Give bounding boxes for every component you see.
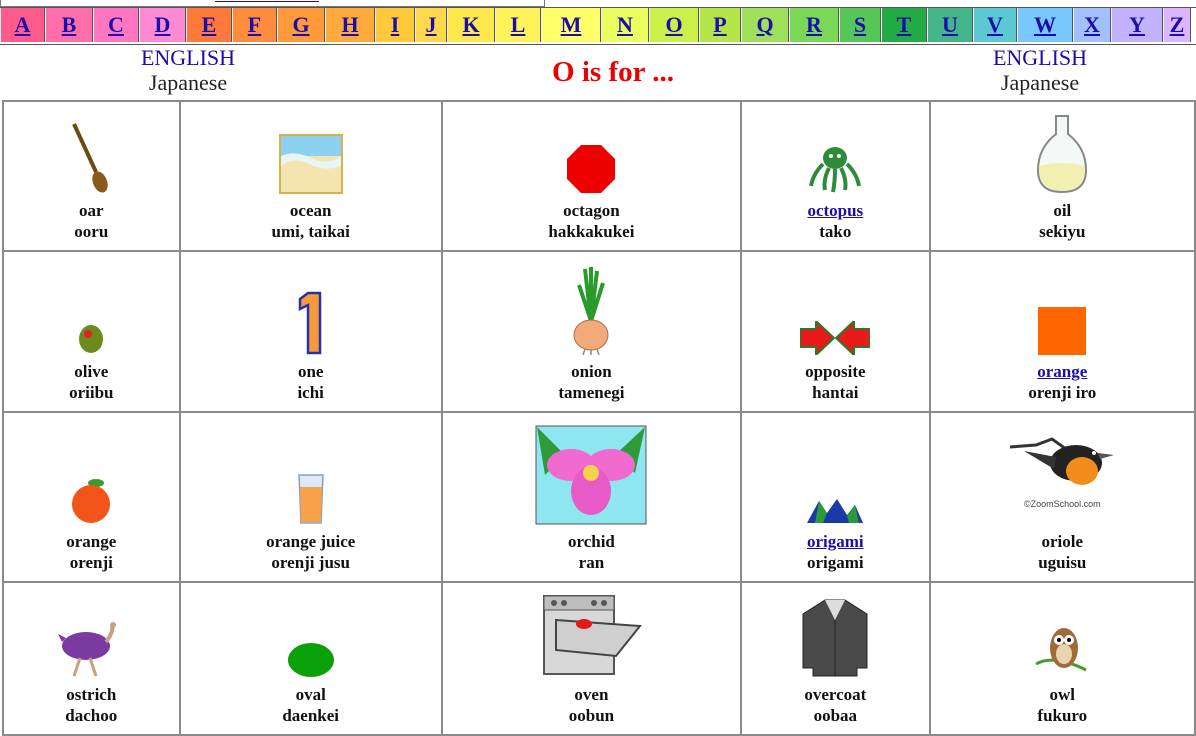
english-word: octagon [563,201,620,220]
vocab-cell [442,251,741,412]
octopus-icon [742,144,929,194]
alphabet-link-t[interactable]: T [881,8,927,42]
top-frame [0,0,545,7]
japanese-word: umi, taikai [271,222,350,241]
oriole-bird-icon [931,435,1194,499]
vocab-cell [180,412,442,582]
alphabet-link-l[interactable]: L [495,8,541,42]
juice-glass-icon [181,473,441,525]
japanese-word: origami [806,553,864,572]
vocab-cell [442,412,741,582]
header-right [970,45,1110,95]
alphabet-link-u[interactable]: U [927,8,973,42]
english-word: orange [66,532,117,551]
english-word: orchid [567,532,615,551]
octagon-icon [443,144,740,194]
alphabet-link-o[interactable]: O [649,8,699,42]
alphabet-link-a[interactable]: A [0,8,45,42]
table-row [3,101,1195,251]
oil-bottle-icon [931,114,1194,194]
english-word: oven [574,685,609,704]
english-word: overcoat [804,685,867,704]
japanese-word: sekiyu [1039,222,1086,241]
english-word-link[interactable]: origami [806,532,864,551]
alphabet-link-g[interactable]: G [277,8,325,42]
japanese-word: daenkei [282,706,340,725]
alphabet-link-s[interactable]: S [839,8,881,42]
vocab-cell [3,582,180,735]
japanese-label-right: Japanese [1000,70,1080,95]
vocab-cell [930,582,1195,735]
vocab-cell [741,582,930,735]
english-label-left: ENGLISH [140,45,236,70]
page-title: O is for ... [552,56,674,88]
alphabet-link-y[interactable]: Y [1111,8,1163,42]
japanese-word: oriibu [69,383,114,402]
vocab-cell [180,582,442,735]
japanese-word: tako [819,222,852,241]
alphabet-link-n[interactable]: N [601,8,649,42]
vocab-cell [180,101,442,251]
japanese-label-left: Japanese [148,70,228,95]
japanese-word: dachoo [65,706,118,725]
japanese-word: tamenegi [558,383,625,402]
alphabet-link-h[interactable]: H [325,8,375,42]
japanese-word: oobun [568,706,615,725]
english-word: ocean [289,201,332,220]
top-link[interactable] [215,0,319,2]
japanese-word: uguisu [1038,553,1087,572]
english-word: oar [79,201,104,220]
japanese-word: orenji jusu [271,553,350,572]
opposite-arrows-icon [742,321,929,355]
header-left [120,45,256,95]
orange-fruit-icon [4,477,179,525]
image-credit: ©ZoomSchool.com [1023,499,1101,509]
table-row [3,582,1195,735]
oar-icon [4,122,179,194]
vocab-cell [3,251,180,412]
table-row [3,251,1195,412]
alphabet-link-p[interactable]: P [699,8,741,42]
japanese-word: fukuro [1037,706,1088,725]
olive-icon [4,323,179,355]
alphabet-nav [0,7,1196,45]
oval-icon [181,642,441,678]
vocabulary-table [2,100,1196,736]
vocab-cell [442,101,741,251]
english-word: ostrich [66,685,117,704]
vocab-cell [930,101,1195,251]
english-word: owl [1049,685,1076,704]
japanese-word: ooru [74,222,109,241]
owl-icon [931,622,1194,678]
english-word-link[interactable]: orange [1037,362,1088,381]
japanese-word: hakkakukei [548,222,635,241]
english-word: opposite [805,362,866,381]
table-row [3,412,1195,582]
alphabet-link-m[interactable]: M [541,8,601,42]
english-word: oil [1053,201,1072,220]
japanese-word: orenji iro [1028,383,1097,402]
orange-square-icon [931,307,1194,355]
vocab-cell [442,582,741,735]
alphabet-link-c[interactable]: C [93,8,139,42]
alphabet-link-v[interactable]: V [973,8,1017,42]
vocab-cell [741,412,930,582]
japanese-word: orenji [69,553,113,572]
orchid-icon [443,425,740,525]
alphabet-link-d[interactable]: D [139,8,186,42]
alphabet-link-i[interactable]: I [375,8,415,42]
english-label-right: ENGLISH [992,45,1088,70]
alphabet-link-e[interactable]: E [186,8,232,42]
english-word: oriole [1041,532,1084,551]
oven-icon [443,594,740,678]
english-word: onion [571,362,612,381]
origami-icon [742,497,929,525]
alphabet-link-q[interactable]: Q [741,8,789,42]
alphabet-link-b[interactable]: B [45,8,93,42]
vocab-cell [741,101,930,251]
vocab-cell [741,251,930,412]
english-word: one [297,362,324,381]
alphabet-link-r[interactable]: R [789,8,839,42]
alphabet-link-j[interactable]: J [415,8,447,42]
vocab-cell [3,412,180,582]
japanese-word: ran [578,553,605,572]
number-one-icon [181,291,441,355]
vocab-cell [930,412,1195,582]
english-word-link[interactable]: octopus [807,201,864,220]
alphabet-link-k[interactable]: K [447,8,495,42]
japanese-word: oobaa [813,706,858,725]
vocab-cell [930,251,1195,412]
japanese-word: ichi [297,383,324,402]
alphabet-link-x[interactable]: X [1073,8,1111,42]
ocean-icon [181,134,441,194]
japanese-word: hantai [812,383,859,402]
english-word: olive [74,362,109,381]
overcoat-icon [742,598,929,678]
alphabet-link-w[interactable]: W [1017,8,1073,42]
onion-icon [443,265,740,355]
vocab-cell [3,101,180,251]
english-word: orange juice [266,532,356,551]
alphabet-link-f[interactable]: F [232,8,277,42]
english-word: oval [295,685,326,704]
ostrich-icon [4,622,179,678]
alphabet-link-z[interactable]: Z [1163,8,1191,42]
vocab-cell [180,251,442,412]
